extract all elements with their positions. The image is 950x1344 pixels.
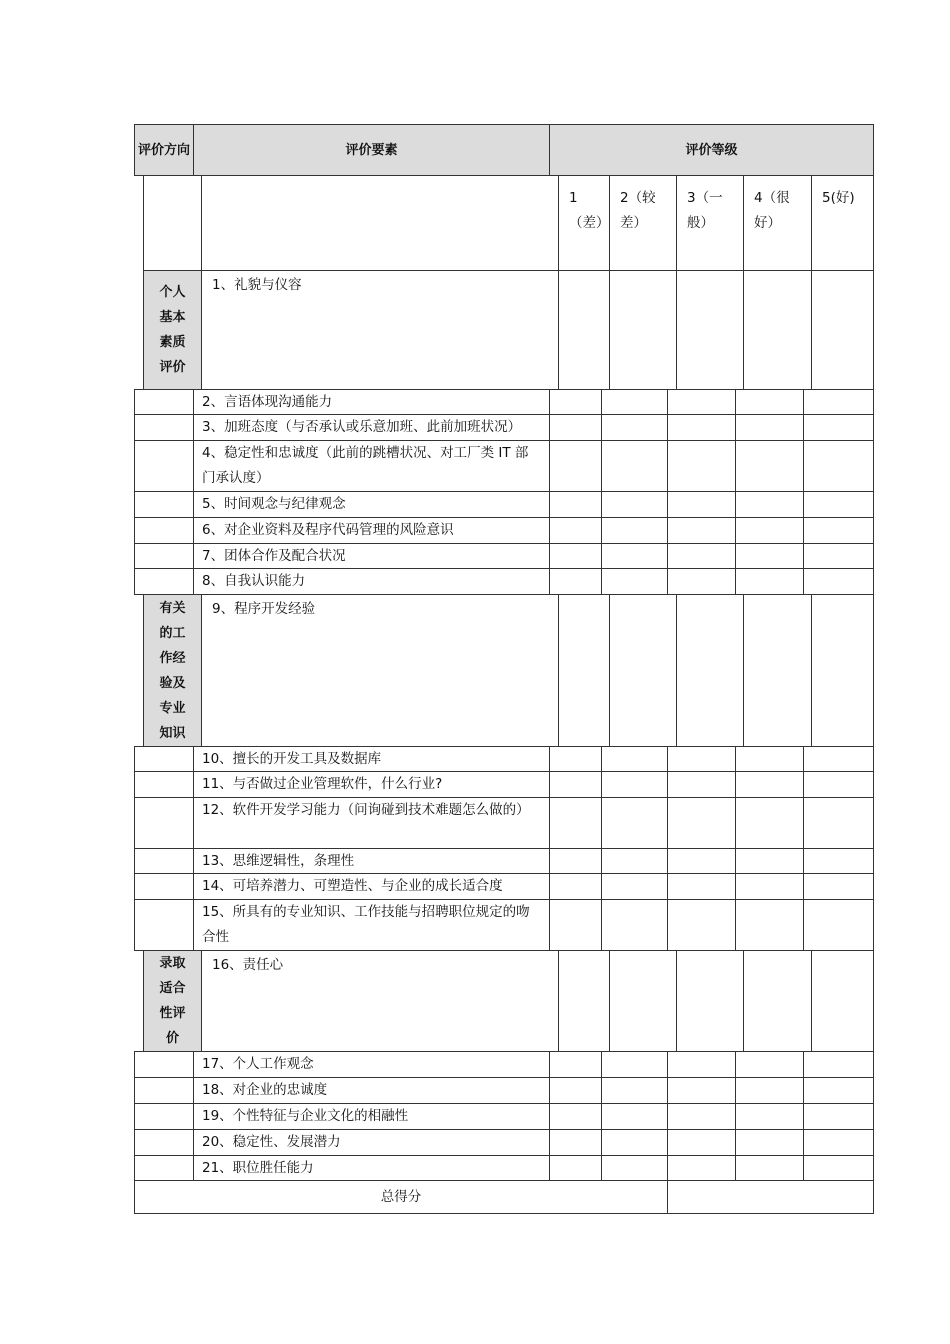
blank-direction-cell bbox=[134, 389, 194, 415]
blank-direction-cell bbox=[134, 873, 194, 900]
score-cell-1 bbox=[549, 1103, 602, 1130]
blank-direction-cell bbox=[134, 414, 194, 441]
score-cell-3 bbox=[667, 440, 736, 492]
score-cell-2 bbox=[601, 440, 668, 492]
item-cell bbox=[193, 1051, 550, 1078]
score-cell-5 bbox=[803, 491, 874, 518]
score-cell-5 bbox=[811, 950, 874, 1052]
item-cell-text: 1、礼貌与仪容 bbox=[212, 277, 302, 293]
item-cell-text: 8、自我认识能力 bbox=[202, 573, 306, 589]
item-cell bbox=[193, 1077, 550, 1104]
grade-label-4 bbox=[743, 175, 812, 271]
score-cell-5 bbox=[803, 568, 874, 595]
item-cell-text: 5、时间观念与纪律观念 bbox=[202, 496, 346, 512]
score-cell-3 bbox=[667, 899, 736, 951]
score-cell-3 bbox=[667, 568, 736, 595]
score-cell-1 bbox=[549, 491, 602, 518]
score-cell-1 bbox=[549, 414, 602, 441]
item-cell-text: 18、对企业的忠诚度 bbox=[202, 1082, 328, 1098]
item-cell-text: 7、团体合作及配合状况 bbox=[202, 548, 346, 564]
item-cell-text: 14、可培养潜力、可塑造性、与企业的成长适合度 bbox=[202, 878, 503, 894]
score-cell-2 bbox=[601, 771, 668, 798]
blank-direction-cell bbox=[134, 797, 194, 849]
score-cell-4 bbox=[735, 873, 804, 900]
blank-direction-cell bbox=[134, 899, 194, 951]
item-cell-text: 4、稳定性和忠诚度（此前的跳槽状况、对工厂类 IT 部门承认度） bbox=[202, 445, 529, 486]
score-cell-1 bbox=[549, 1051, 602, 1078]
direction-header bbox=[134, 124, 194, 176]
score-cell-3 bbox=[667, 1129, 736, 1156]
score-cell-4 bbox=[735, 797, 804, 849]
score-cell-3 bbox=[667, 771, 736, 798]
evaluation-table bbox=[134, 124, 873, 1213]
blank-direction-cell bbox=[134, 440, 194, 492]
score-cell-2 bbox=[601, 543, 668, 569]
score-cell-1 bbox=[549, 389, 602, 415]
score-cell-5 bbox=[811, 594, 874, 747]
score-cell-2 bbox=[601, 491, 668, 518]
factors-header-text: 评价要素 bbox=[345, 142, 398, 158]
score-cell-3 bbox=[667, 1051, 736, 1078]
category-cell bbox=[143, 594, 202, 747]
level-header bbox=[549, 124, 874, 176]
blank-direction-cell bbox=[134, 491, 194, 518]
score-cell-4 bbox=[735, 899, 804, 951]
item-cell-text: 6、对企业资料及程序代码管理的风险意识 bbox=[202, 522, 454, 538]
score-cell-1 bbox=[558, 270, 610, 390]
category-cell bbox=[143, 950, 202, 1052]
total-label-cell-text: 总得分 bbox=[380, 1188, 422, 1205]
score-cell-1 bbox=[549, 1155, 602, 1181]
item-cell bbox=[193, 491, 550, 518]
score-cell-4 bbox=[735, 1129, 804, 1156]
score-cell-4 bbox=[735, 848, 804, 874]
grade-label-2-text: 2（较差） bbox=[620, 190, 656, 231]
grade-label-1-text: 1（差） bbox=[569, 190, 610, 231]
blank-direction-cell bbox=[134, 771, 194, 798]
item-cell bbox=[201, 950, 559, 1052]
item-cell bbox=[193, 414, 550, 441]
score-cell-2 bbox=[601, 568, 668, 595]
score-cell-1 bbox=[558, 594, 610, 747]
score-cell-5 bbox=[803, 771, 874, 798]
item-cell bbox=[193, 899, 550, 951]
item-cell bbox=[193, 389, 550, 415]
blank-direction-cell bbox=[134, 568, 194, 595]
item-cell-text: 17、个人工作观念 bbox=[202, 1056, 314, 1072]
blank-direction-cell bbox=[134, 746, 194, 772]
grade-label-5-text: 5(好) bbox=[822, 190, 855, 206]
grade-label-3 bbox=[676, 175, 744, 271]
item-cell-text: 12、软件开发学习能力（问询碰到技术难题怎么做的） bbox=[202, 802, 530, 818]
score-cell-5 bbox=[803, 1103, 874, 1130]
score-cell-1 bbox=[549, 848, 602, 874]
score-cell-1 bbox=[549, 1077, 602, 1104]
score-cell-2 bbox=[609, 950, 677, 1052]
score-cell-1 bbox=[549, 746, 602, 772]
score-cell-3 bbox=[676, 950, 744, 1052]
direction-header-text: 评价方向 bbox=[137, 142, 190, 158]
score-cell-1 bbox=[549, 797, 602, 849]
score-cell-3 bbox=[676, 594, 744, 747]
blank-direction-cell bbox=[134, 517, 194, 544]
score-cell-4 bbox=[735, 746, 804, 772]
score-cell-4 bbox=[735, 543, 804, 569]
score-cell-4 bbox=[735, 771, 804, 798]
score-cell-5 bbox=[803, 389, 874, 415]
item-cell-text: 2、言语体现沟通能力 bbox=[202, 394, 333, 410]
category-cell-text: 录取适合性评价 bbox=[159, 956, 186, 1046]
score-cell-3 bbox=[676, 270, 744, 390]
total-score-cell bbox=[667, 1180, 874, 1214]
score-cell-2 bbox=[601, 1103, 668, 1130]
score-cell-5 bbox=[803, 899, 874, 951]
score-cell-3 bbox=[667, 491, 736, 518]
grade-label-5 bbox=[811, 175, 874, 271]
score-cell-3 bbox=[667, 517, 736, 544]
score-cell-2 bbox=[601, 848, 668, 874]
item-cell-text: 21、职位胜任能力 bbox=[202, 1160, 314, 1176]
score-cell-5 bbox=[803, 848, 874, 874]
score-cell-4 bbox=[735, 414, 804, 441]
score-cell-3 bbox=[667, 873, 736, 900]
item-cell-text: 10、擅长的开发工具及数据库 bbox=[202, 751, 382, 767]
item-cell bbox=[193, 568, 550, 595]
blank-direction-cell bbox=[134, 1155, 194, 1181]
score-cell-4 bbox=[743, 594, 812, 747]
level-header-text: 评价等级 bbox=[685, 142, 738, 158]
score-cell-2 bbox=[601, 1051, 668, 1078]
item-cell-text: 13、思维逻辑性，条理性 bbox=[202, 853, 355, 869]
score-cell-5 bbox=[803, 1051, 874, 1078]
grade-label-4-text: 4（很好） bbox=[754, 190, 790, 231]
item-cell bbox=[193, 440, 550, 492]
blank-factor-cell bbox=[201, 175, 559, 271]
score-cell-2 bbox=[601, 797, 668, 849]
score-cell-5 bbox=[803, 1129, 874, 1156]
score-cell-2 bbox=[601, 389, 668, 415]
blank-direction-cell bbox=[134, 543, 194, 569]
score-cell-2 bbox=[601, 1077, 668, 1104]
item-cell-text: 3、加班态度（与否承认或乐意加班、此前加班状况） bbox=[202, 419, 522, 435]
item-cell-text: 16、责任心 bbox=[212, 957, 284, 973]
score-cell-5 bbox=[803, 873, 874, 900]
item-cell-text: 19、个性特征与企业文化的相融性 bbox=[202, 1108, 409, 1124]
blank-direction-cell bbox=[143, 175, 202, 271]
blank-direction-cell bbox=[134, 848, 194, 874]
item-cell-text: 15、所具有的专业知识、工作技能与招聘职位规定的吻合性 bbox=[202, 904, 530, 945]
score-cell-2 bbox=[601, 517, 668, 544]
score-cell-4 bbox=[735, 1077, 804, 1104]
blank-direction-cell bbox=[134, 1129, 194, 1156]
score-cell-4 bbox=[743, 950, 812, 1052]
score-cell-1 bbox=[549, 568, 602, 595]
item-cell bbox=[193, 746, 550, 772]
score-cell-1 bbox=[549, 517, 602, 544]
score-cell-4 bbox=[735, 440, 804, 492]
item-cell-text: 20、稳定性、发展潜力 bbox=[202, 1134, 341, 1150]
score-cell-5 bbox=[803, 797, 874, 849]
blank-direction-cell bbox=[134, 1103, 194, 1130]
item-cell bbox=[193, 797, 550, 849]
score-cell-5 bbox=[803, 746, 874, 772]
score-cell-1 bbox=[549, 543, 602, 569]
item-cell bbox=[193, 517, 550, 544]
score-cell-4 bbox=[735, 1103, 804, 1130]
item-cell bbox=[193, 873, 550, 900]
score-cell-1 bbox=[549, 1129, 602, 1156]
score-cell-2 bbox=[601, 414, 668, 441]
grade-label-2 bbox=[609, 175, 677, 271]
score-cell-3 bbox=[667, 543, 736, 569]
score-cell-1 bbox=[549, 873, 602, 900]
score-cell-1 bbox=[558, 950, 610, 1052]
score-cell-2 bbox=[601, 899, 668, 951]
score-cell-2 bbox=[601, 746, 668, 772]
score-cell-2 bbox=[601, 1155, 668, 1181]
score-cell-5 bbox=[803, 414, 874, 441]
score-cell-5 bbox=[803, 440, 874, 492]
score-cell-3 bbox=[667, 848, 736, 874]
score-cell-2 bbox=[601, 1129, 668, 1156]
item-cell bbox=[193, 1155, 550, 1181]
score-cell-1 bbox=[549, 440, 602, 492]
score-cell-5 bbox=[803, 517, 874, 544]
item-cell bbox=[201, 594, 559, 747]
score-cell-3 bbox=[667, 1103, 736, 1130]
grade-label-1 bbox=[558, 175, 610, 271]
item-cell bbox=[193, 1129, 550, 1156]
score-cell-3 bbox=[667, 414, 736, 441]
item-cell-text: 9、程序开发经验 bbox=[212, 601, 316, 617]
category-cell-text: 个人基本素质评价 bbox=[159, 285, 186, 375]
score-cell-4 bbox=[735, 1051, 804, 1078]
score-cell-4 bbox=[735, 1155, 804, 1181]
score-cell-5 bbox=[803, 543, 874, 569]
category-cell-text: 有关的工作经验及专业知识 bbox=[159, 600, 186, 741]
score-cell-5 bbox=[803, 1155, 874, 1181]
total-label-cell bbox=[134, 1180, 668, 1214]
item-cell bbox=[201, 270, 559, 390]
score-cell-1 bbox=[549, 771, 602, 798]
item-cell bbox=[193, 848, 550, 874]
score-cell-4 bbox=[743, 270, 812, 390]
item-cell bbox=[193, 771, 550, 798]
score-cell-3 bbox=[667, 1155, 736, 1181]
item-cell bbox=[193, 1103, 550, 1130]
score-cell-2 bbox=[601, 873, 668, 900]
factors-header bbox=[193, 124, 550, 176]
score-cell-2 bbox=[609, 270, 677, 390]
score-cell-3 bbox=[667, 1077, 736, 1104]
score-cell-3 bbox=[667, 389, 736, 415]
score-cell-4 bbox=[735, 568, 804, 595]
score-cell-4 bbox=[735, 517, 804, 544]
blank-direction-cell bbox=[134, 1051, 194, 1078]
blank-direction-cell bbox=[134, 1077, 194, 1104]
item-cell-text: 11、与否做过企业管理软件，什么行业? bbox=[202, 776, 443, 792]
score-cell-2 bbox=[609, 594, 677, 747]
item-cell bbox=[193, 543, 550, 569]
category-cell bbox=[143, 270, 202, 390]
score-cell-1 bbox=[549, 899, 602, 951]
score-cell-3 bbox=[667, 746, 736, 772]
score-cell-4 bbox=[735, 491, 804, 518]
score-cell-3 bbox=[667, 797, 736, 849]
score-cell-5 bbox=[811, 270, 874, 390]
score-cell-4 bbox=[735, 389, 804, 415]
grade-label-3-text: 3（一般） bbox=[687, 190, 723, 231]
score-cell-5 bbox=[803, 1077, 874, 1104]
